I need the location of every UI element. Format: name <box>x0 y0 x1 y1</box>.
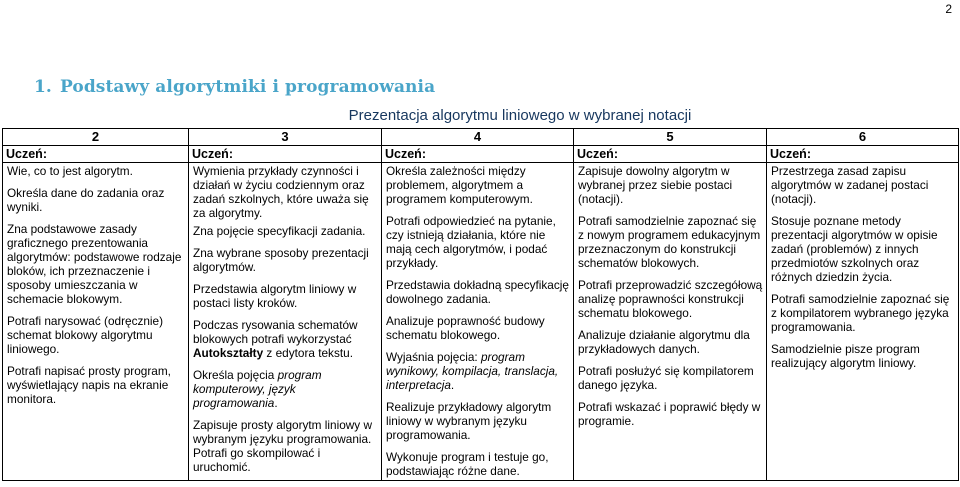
requirement-item: Wie, co to jest algorytm. <box>7 164 133 178</box>
requirement-item: Potrafi samodzielnie zapoznać się z kompilatorem wybranego języka programowania. <box>771 292 950 334</box>
requirement-item: Potrafi przeprowadzić szczegółową analizę poprawności konstrukcji schematu blokowego. <box>578 278 763 320</box>
requirement-item <box>193 368 378 410</box>
requirement-item: Określa zależności między problemem, algorytmem a programem komputerowym. <box>386 164 533 206</box>
grade-6-header: 6 <box>767 129 959 146</box>
section-number: 1. <box>34 77 52 97</box>
requirement-item: Zapisuje prosty algorytm liniowy w wybranym języku programowania. Potrafi go skompilować i uruchomić. <box>193 418 372 474</box>
requirement-text: z edytora tekstu. <box>263 346 353 360</box>
requirement-text: Wyjaśnia pojęcia: <box>386 350 481 364</box>
requirement-item: Wykonuje program i testuje go, podstawiając różne dane. <box>386 450 549 478</box>
student-label: Uczeń: <box>767 146 959 163</box>
requirement-italic-terms: program komputerowy, język programowania <box>193 368 322 410</box>
requirement-text: . <box>274 396 278 410</box>
table-caption: Prezentacja algorytmu liniowego w wybranej notacji <box>348 107 692 124</box>
requirement-item: Zna wybrane sposoby prezentacji algorytmów. <box>193 246 369 274</box>
requirement-item: Potrafi posłużyć się kompilatorem danego języka. <box>578 364 754 392</box>
section-title: Podstawy algorytmiki i programowania <box>59 77 436 97</box>
grade-4-requirements <box>382 163 574 481</box>
requirement-item: Potrafi samodzielnie zapoznać się z nowym programem edukacyjnym przeznaczonym do konstrukcji schematów blokowych. <box>578 214 761 270</box>
requirement-item: Potrafi narysować (odręcznie) schemat blokowy algorytmu liniowego. <box>7 314 164 356</box>
grade-3-header: 3 <box>189 129 382 146</box>
student-label: Uczeń: <box>189 146 382 163</box>
grade-5-requirements <box>574 163 767 481</box>
requirement-item: Samodzielnie pisze program realizujący algorytm liniowy. <box>771 342 920 370</box>
requirement-item: Analizuje działanie algorytmu dla przykładowych danych. <box>578 328 750 356</box>
requirement-bold-term: Autokształty <box>193 346 264 360</box>
requirement-item: Realizuje przykładowy algorytm liniowy w wybranym języku programowania. <box>386 400 552 442</box>
student-label-row <box>3 146 959 163</box>
requirement-item: Zna podstawowe zasady graficznego prezentowania algorytmów: podstawowe rodzaje bloków, ich przeznaczenie i sposoby umieszczania w schemacie blokowym. <box>7 222 182 306</box>
requirements-row <box>3 163 959 481</box>
student-label: Uczeń: <box>574 146 767 163</box>
requirement-item: Zna pojęcie specyfikacji zadania. <box>193 224 366 238</box>
requirement-item: Przedstawia dokładną specyfikację dowolnego zadania. <box>386 278 569 306</box>
requirement-item: Zapisuje dowolny algorytm w wybranej przez siebie postaci (notacji). <box>578 164 733 206</box>
requirement-item: Potrafi napisać prosty program, wyświetlający napis na ekranie monitora. <box>7 364 171 406</box>
requirement-item: Stosuje poznane metody prezentacji algorytmów w opisie zadań (problemów) z innych przedmiotów szkolnych oraz różnych dziedzin życia. <box>771 214 938 284</box>
requirement-italic-terms: program wynikowy, kompilacja, translacja, interpretacja <box>386 350 559 392</box>
grade-2-header: 2 <box>3 129 189 146</box>
grade-6-requirements <box>767 163 959 481</box>
requirement-item: Przedstawia algorytm liniowy w postaci listy kroków. <box>193 282 357 310</box>
section-heading <box>34 77 435 97</box>
student-label: Uczeń: <box>3 146 189 163</box>
grade-5-header: 5 <box>574 129 767 146</box>
requirement-text: . <box>450 378 455 392</box>
grade-2-requirements <box>3 163 189 481</box>
requirement-text: Podczas rysowania schematów blokowych potrafi wykorzystać <box>193 318 358 346</box>
grade-header-row <box>3 129 959 146</box>
requirement-item <box>386 350 570 392</box>
requirement-item: Wymienia przykłady czynności i działań w życiu codziennym oraz zadań szkolnych, które uważa się za algorytmy. <box>193 164 369 220</box>
grade-4-header: 4 <box>382 129 574 146</box>
grade-requirements-table <box>2 128 959 481</box>
requirement-item: Analizuje poprawność budowy schematu blokowego. <box>386 314 545 342</box>
requirement-item: Potrafi odpowiedzieć na pytanie, czy istnieją działania, które nie mają cech algorytmów, i podać przykłady. <box>386 214 556 270</box>
grade-3-requirements <box>189 163 382 481</box>
student-label: Uczeń: <box>382 146 574 163</box>
requirement-item: Określa dane do zadania oraz wyniki. <box>7 186 165 214</box>
requirement-item: Potrafi wskazać i poprawić błędy w programie. <box>578 400 761 428</box>
requirement-item <box>193 318 378 360</box>
page-number: 2 <box>945 2 952 16</box>
requirement-item: Przestrzega zasad zapisu algorytmów w zadanej postaci (notacji). <box>771 164 929 206</box>
requirement-text: Określa pojęcia <box>193 368 278 382</box>
